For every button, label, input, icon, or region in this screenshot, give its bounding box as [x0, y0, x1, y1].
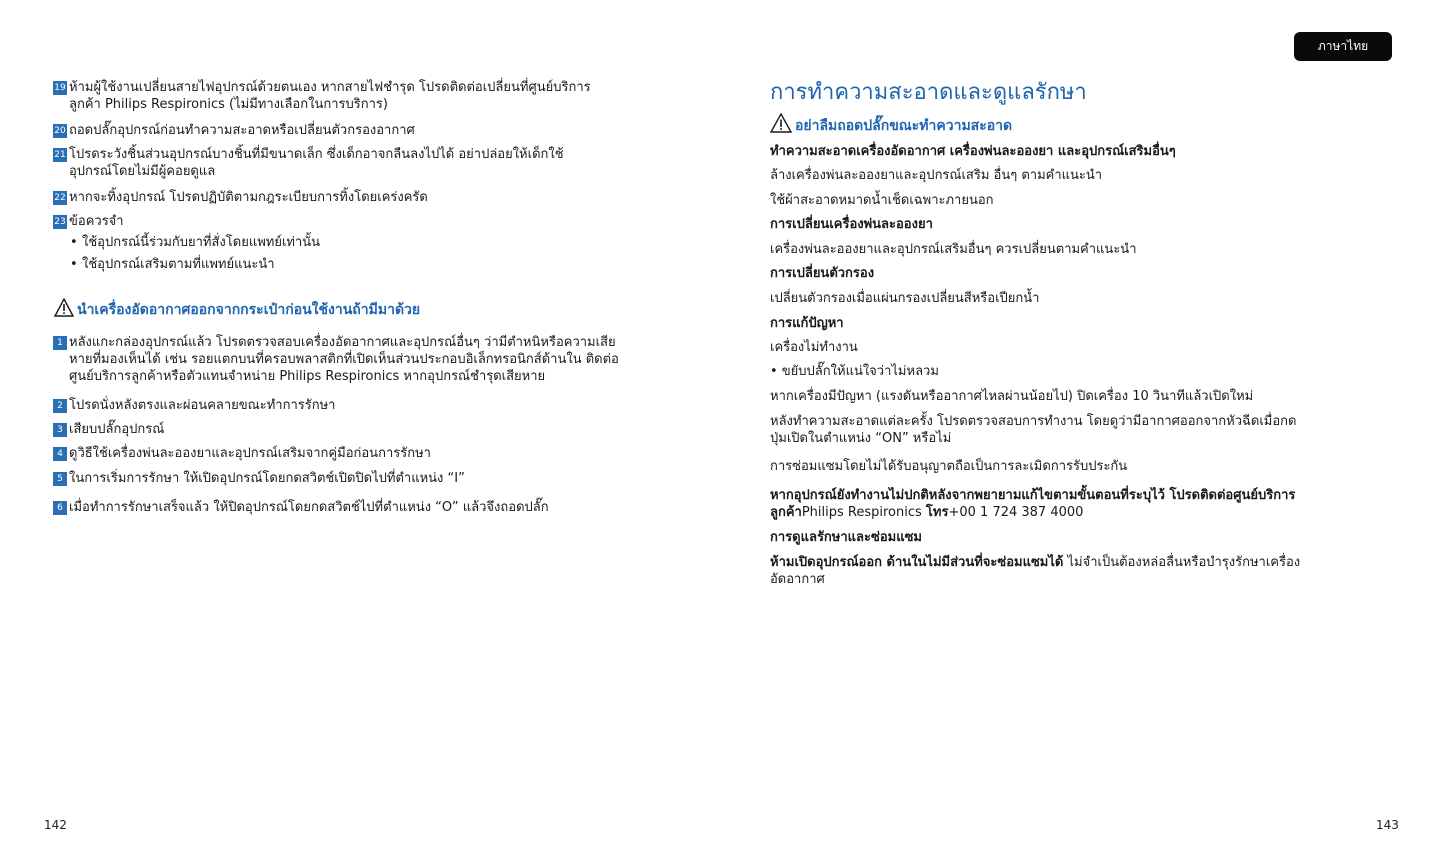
- step-number: 3: [53, 423, 67, 437]
- list-item-19: [53, 79, 643, 113]
- care-heading: การดูแลรักษาและซ่อมแซม: [770, 530, 922, 545]
- item-text: ข้อควรจำ: [69, 214, 124, 229]
- step-number: 4: [53, 447, 67, 461]
- warning-heading: [54, 298, 420, 320]
- item-number: 20: [54, 126, 66, 136]
- warning-heading-text: อย่าลืมถอดปลั๊กขณะทำความสะอาด: [795, 118, 1013, 134]
- list-item-22: [53, 189, 643, 206]
- care-line-1: [770, 554, 1315, 571]
- subheading: การเปลี่ยนเครื่องพ่นละอองยา: [770, 217, 933, 232]
- bullet-item: • ใช้อุปกรณ์นี้ร่วมกับยาที่สั่งโดยแพทย์เท่านั้น: [70, 234, 630, 251]
- cleaning-heading: ทำความสะอาดเครื่องอัดอากาศ เครื่องพ่นละอองยา และอุปกรณ์เสริมอื่นๆ: [770, 144, 1176, 159]
- warranty-note: การซ่อมแซมโดยไม่ได้รับอนุญาตถือเป็นการละเมิดการรับประกัน: [770, 459, 1128, 474]
- step-2: [53, 397, 643, 414]
- right-page: [720, 0, 1440, 864]
- care-paragraph: [770, 554, 1315, 588]
- step-4: [53, 445, 643, 462]
- body-text: เปลี่ยนตัวกรองเมื่อแผ่นกรองเปลี่ยนสีหรือเปียกน้ำ: [770, 291, 1040, 306]
- care-warning: ห้ามเปิดอุปกรณ์ออก ด้านในไม่มีส่วนที่จะซ่อมแซมได้: [770, 555, 1064, 570]
- step-1: [53, 334, 653, 385]
- page-number: 143: [1376, 818, 1399, 832]
- care-line-2: อัดอากาศ: [770, 572, 825, 587]
- contact-customer-label: ลูกค้า: [770, 505, 802, 520]
- bullet-item: • ขยับปลั๊กให้แน่ใจว่าไม่หลวม: [770, 364, 939, 379]
- bullet-item: • ใช้อุปกรณ์เสริมตามที่แพทย์แนะนำ: [70, 256, 630, 273]
- item-text: หากจะทิ้งอุปกรณ์ โปรดปฏิบัติตามกฎระเบียบการทิ้งโดยเคร่งครัด: [69, 190, 428, 205]
- contact-phone: +00 1 724 387 4000: [948, 505, 1084, 520]
- list-item-20: [53, 122, 643, 139]
- item-text: ห้ามผู้ใช้งานเปลี่ยนสายไฟอุปกรณ์ด้วยตนเอง หากสายไฟชำรุด โปรดติดต่อเปลี่ยนที่ศูนย์บริการ: [69, 80, 591, 95]
- item-number: 22: [54, 193, 66, 203]
- body-text: เครื่องพ่นละอองยาและอุปกรณ์เสริมอื่นๆ ควรเปลี่ยนตามคำแนะนำ: [770, 242, 1137, 257]
- section-title: การทำความสะอาดและดูแลรักษา: [770, 80, 1087, 105]
- step-text: เสียบปลั๊กอุปกรณ์: [69, 422, 165, 437]
- step-text: ดูวิธีใช้เครื่องพ่นละอองยาและอุปกรณ์เสริมจากคู่มือก่อนการรักษา: [69, 446, 431, 461]
- step-text: เมื่อทำการรักษาเสร็จแล้ว ให้ปิดอุปกรณ์โดยกดสวิตช์ไปที่ตำแหน่ง “O” แล้วจึงถอดปลั๊ก: [69, 500, 549, 515]
- item-number: 19: [54, 83, 66, 93]
- step-text-cont: หายที่มองเห็นได้ เช่น รอยแตกบนที่ครอบพลาสติกที่เปิดเห็นส่วนประกอบอิเล็กทรอนิกส์ด้านใน ติดต่อ: [69, 352, 619, 367]
- body-text: ใช้ผ้าสะอาดหมาดน้ำเช็ดเฉพาะภายนอก: [770, 193, 994, 208]
- step-5: [53, 470, 643, 487]
- step-3: [53, 421, 643, 438]
- contact-line-1: หากอุปกรณ์ยังทำงานไม่ปกติหลังจากพยายามแก้ไขตามขั้นตอนที่ระบุไว้ โปรดติดต่อศูนย์บริการ: [770, 488, 1296, 503]
- step-number: 2: [53, 399, 67, 413]
- warning-triangle-icon: [770, 113, 792, 133]
- page-number: 142: [44, 818, 67, 832]
- list-item-23: [53, 213, 643, 230]
- item-text: โปรดระวังชิ้นส่วนอุปกรณ์บางชิ้นที่มีขนาดเล็ก ซึ่งเด็กอาจกลืนลงไปได้ อย่าปล่อยให้เด็กใช้: [69, 147, 564, 162]
- contact-tel-label: โทร: [925, 505, 949, 520]
- step-number: 5: [53, 472, 67, 486]
- step-text: ในการเริ่มการรักษา ให้เปิดอุปกรณ์โดยกดสวิตช์เปิดปิดไปที่ตำแหน่ง “I”: [69, 471, 465, 486]
- item-number: 23: [54, 217, 66, 227]
- contact-paragraph: [770, 487, 1315, 521]
- item-text-cont: ลูกค้า Philips Respironics (ไม่มีทางเลือกในการบริการ): [69, 97, 388, 112]
- step-text-cont: ศูนย์บริการลูกค้าหรือตัวแทนจำหน่าย Philips Respironics หากอุปกรณ์ชำรุดเสียหาย: [69, 369, 546, 384]
- step-text: โปรดนั่งหลังตรงและผ่อนคลายขณะทำการรักษา: [69, 398, 336, 413]
- language-tab: ภาษาไทย: [1294, 32, 1392, 61]
- body-text: เครื่องไม่ทำงาน: [770, 340, 858, 355]
- warning-heading: [770, 113, 1012, 136]
- body-text: หากเครื่องมีปัญหา (แรงดันหรืออากาศไหลผ่านน้อยไป) ปิดเครื่อง 10 วินาทีแล้วเปิดใหม่: [770, 389, 1254, 404]
- care-note: ไม่จำเป็นต้องหล่อลื่นหรือบำรุงรักษาเครื่อง: [1063, 555, 1301, 570]
- item-number: 21: [54, 150, 66, 160]
- list-item-21: [53, 146, 643, 180]
- subheading: การเปลี่ยนตัวกรอง: [770, 266, 875, 281]
- subheading: การแก้ปัญหา: [770, 316, 844, 331]
- step-number: 1: [53, 336, 67, 350]
- check-paragraph: [770, 413, 1315, 447]
- check-line-1: หลังทำความสะอาดแต่ละครั้ง โปรดตรวจสอบการทำงาน โดยดูว่ามีอากาศออกจากหัวฉีดเมื่อกด: [770, 414, 1297, 429]
- item-text-cont: อุปกรณ์โดยไม่มีผู้คอยดูแล: [69, 164, 216, 179]
- contact-company: Philips Respironics: [801, 505, 926, 520]
- warning-heading-text: นำเครื่องอัดอากาศออกจากกระเป๋าก่อนใช้งานถ้ามีมาด้วย: [77, 302, 421, 318]
- step-6: [53, 499, 643, 516]
- body-text: ล้างเครื่องพ่นละอองยาและอุปกรณ์เสริม อื่นๆ ตามคำแนะนำ: [770, 168, 1103, 183]
- warning-triangle-icon: [54, 298, 74, 317]
- step-number: 6: [53, 501, 67, 515]
- contact-line-2: [770, 504, 1315, 521]
- item-text: ถอดปลั๊กอุปกรณ์ก่อนทำความสะอาดหรือเปลี่ยนตัวกรองอากาศ: [69, 123, 415, 138]
- check-line-2: ปุ่มเปิดในตำแหน่ง “ON” หรือไม่: [770, 431, 952, 446]
- step-text: หลังแกะกล่องอุปกรณ์แล้ว โปรดตรวจสอบเครื่องอัดอากาศและอุปกรณ์อื่นๆ ว่ามีตำหนิหรือความเสีย: [69, 335, 616, 350]
